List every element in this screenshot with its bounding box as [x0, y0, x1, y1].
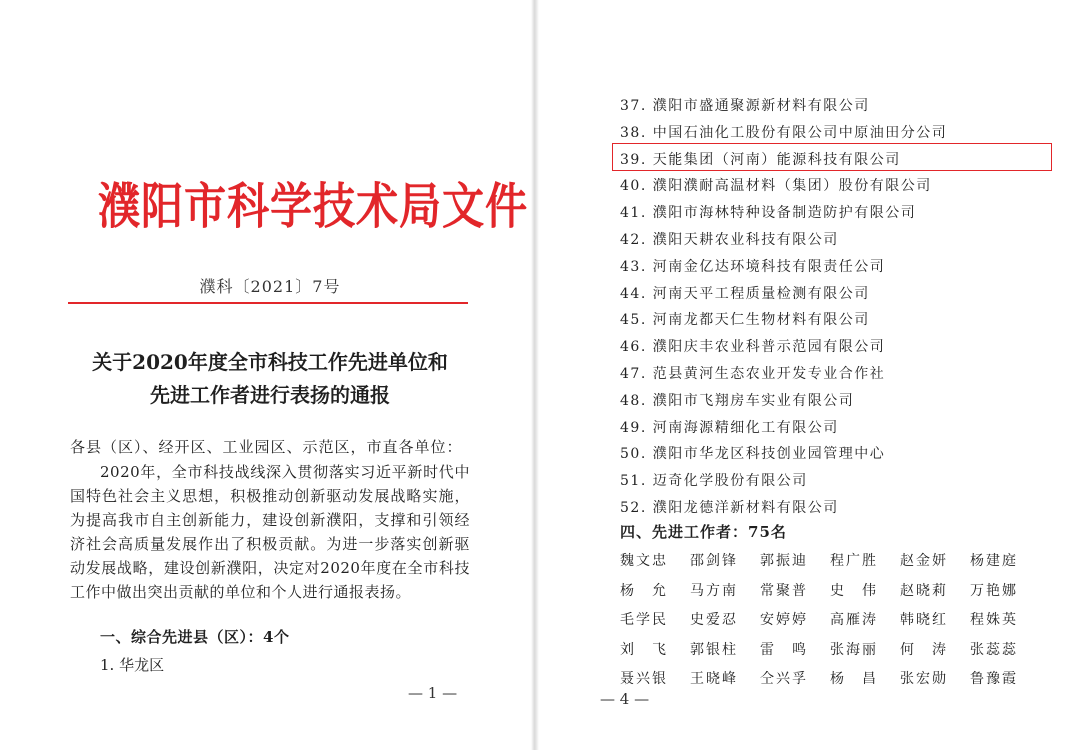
company-item: 48. 濮阳市飞翔房车实业有限公司	[620, 392, 855, 409]
worker-name: 杨建庭	[970, 553, 1018, 569]
worker-name: 常聚普	[760, 582, 808, 599]
company-item: 37. 濮阳市盛通聚源新材料有限公司	[620, 98, 870, 114]
worker-name: 赵金妍	[900, 553, 948, 569]
highlight-box	[612, 143, 1052, 171]
company-item: 47. 范县黄河生态农业开发专业合作社	[620, 365, 886, 382]
company-item: 42. 濮阳天耕农业科技有限公司	[620, 231, 839, 248]
worker-name: 仝兴孚	[760, 671, 808, 687]
worker-name: 杨 昌	[830, 671, 878, 687]
worker-name: 程广胜	[830, 553, 878, 569]
company-item: 38. 中国石油化工股份有限公司中原油田分公司	[620, 124, 948, 141]
company-item: 39. 天能集团（河南）能源科技有限公司	[620, 151, 901, 168]
worker-name: 毛学民	[620, 612, 668, 628]
worker-name: 鲁豫霞	[970, 671, 1018, 687]
book-gutter	[531, 0, 539, 750]
worker-name: 史 伟	[830, 582, 878, 599]
company-item: 40. 濮阳濮耐高温材料（集团）股份有限公司	[620, 178, 932, 195]
company-item: 52. 濮阳龙德洋新材料有限公司	[620, 499, 839, 516]
company-item: 50. 濮阳市华龙区科技创业园管理中心	[620, 446, 886, 463]
body-text	[70, 460, 470, 604]
county-item-1: 1. 华龙区	[100, 656, 165, 674]
worker-name: 马方南	[690, 582, 738, 599]
header-red-rule	[68, 302, 468, 304]
title-line-1: 关于2020年度全市科技工作先进单位和	[92, 350, 448, 374]
worker-name: 高雁涛	[830, 612, 878, 628]
company-item: 41. 濮阳市海林特种设备制造防护有限公司	[620, 205, 917, 222]
worker-name: 聂兴银	[620, 671, 668, 687]
worker-name: 杨 允	[620, 582, 668, 599]
worker-name: 史爱忍	[690, 612, 738, 628]
worker-name: 邵剑锋	[690, 553, 738, 569]
section-heading-counties: 一、综合先进县（区）：4个	[100, 628, 290, 646]
body-paragraph: 2020年，全市科技战线深入贯彻落实习近平新时代中国特色社会主义思想，积极推动创新驱动发展战略实施，为提高我市自主创新能力，建设创新濮阳，支撑和引领经济社会高质量发展作出了积极贡献。为进一步落实创新驱动发展战略，建设创新濮阳，决定对2020年度在全市科技工作中做出突出贡献的单位和个人进行通报表扬。	[70, 463, 470, 601]
page-number-left: — 1 —	[408, 684, 458, 702]
notice-title	[70, 346, 470, 412]
workers-grid	[620, 547, 1050, 695]
company-item: 49. 河南海源精细化工有限公司	[620, 419, 839, 436]
worker-name: 赵晓莉	[900, 582, 948, 599]
worker-name: 王晓峰	[690, 671, 738, 687]
document-header: 濮阳市科学技术局文件	[98, 177, 529, 235]
worker-name: 万艳娜	[970, 582, 1018, 599]
company-item: 43. 河南金亿达环境科技有限责任公司	[620, 258, 886, 275]
page-number-right: — 4 —	[600, 690, 650, 708]
worker-name: 张宏勋	[900, 671, 948, 687]
worker-name: 何 涛	[900, 641, 948, 658]
worker-name: 张海丽	[830, 641, 878, 658]
worker-name: 雷 鸣	[760, 641, 808, 658]
worker-name: 魏文忠	[620, 553, 668, 569]
company-item: 51. 迈奇化学股份有限公司	[620, 473, 808, 490]
title-line-2: 先进工作者进行表扬的通报	[150, 383, 390, 407]
document-number: 濮科〔2021〕7号	[199, 277, 341, 296]
worker-name: 刘 飞	[620, 641, 668, 658]
worker-name: 郭银柱	[690, 641, 738, 658]
worker-name: 安婷婷	[760, 612, 808, 628]
worker-name: 郭振迪	[760, 553, 808, 569]
worker-name: 韩晓红	[900, 612, 948, 628]
workers-heading: 四、先进工作者：75名	[620, 523, 787, 541]
worker-name: 程姝英	[970, 612, 1018, 628]
company-item: 44. 河南天平工程质量检测有限公司	[620, 285, 870, 302]
salutation: 各县（区）、经开区、工业园区、示范区，市直各单位：	[70, 438, 463, 456]
worker-name: 张蕊蕊	[970, 641, 1018, 658]
company-item: 45. 河南龙都天仁生物材料有限公司	[620, 312, 870, 329]
right-page	[540, 0, 1080, 750]
company-item: 46. 濮阳庆丰农业科普示范园有限公司	[620, 339, 886, 356]
